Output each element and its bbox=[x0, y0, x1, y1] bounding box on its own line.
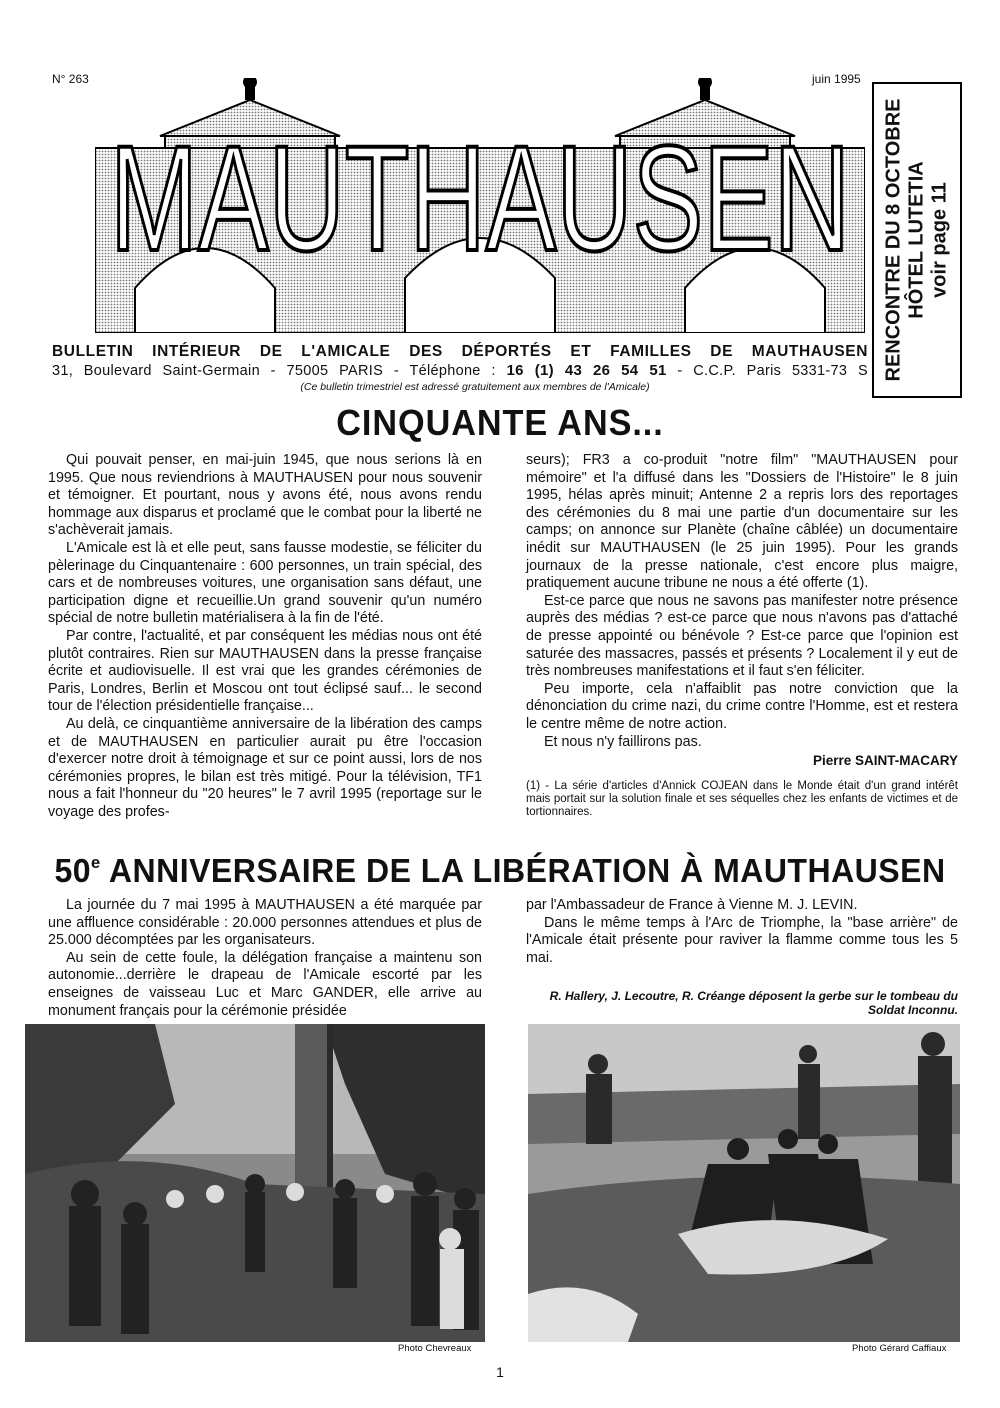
paragraph: Qui pouvait penser, en mai-juin 1945, que nous serions là en 1995. Que nous reviendrions à MAUTHAUSEN pour nous souvenir et témoigner. Et pourtant, nous y avons été, nous avons rendu hommage aux disparus et proclamé que le combat pour la liberté ne s'achèverait jamais. bbox=[48, 452, 482, 539]
masthead-title: MAUTHAUSEN bbox=[110, 114, 850, 282]
paragraph: par l'Ambassadeur de France à Vienne M. J. LEVIN. bbox=[526, 897, 858, 913]
paragraph: seurs); FR3 a co-produit "notre film" "MAUTHAUSEN pour mémoire" et l'a diffusé dans les "Dossiers de l'Histoire" le 8 juin 1995, hélas après minuit; Antenne 2 a repris lors des reportages des cérémonies du 8 mai une partie d'un documentaire sur les camps; on annonce sur Planète (chaîne câblée) un documentaire inédit sur MAUTHAUSEN (le 25 juin 1995). Pour les grands journaux de la presse nationale, c'est encore plus maigre, pratiquement aucune tribune ne nous a été offerte (1). bbox=[526, 452, 958, 592]
address: 31, Boulevard Saint-Germain - 75005 PARIS - Téléphone : bbox=[52, 363, 496, 379]
article1-column-left bbox=[48, 452, 482, 821]
headline-text: ANNIVERSAIRE DE LA LIBÉRATION À MAUTHAUSEN bbox=[100, 852, 946, 889]
masthead-logo bbox=[95, 78, 865, 333]
bulletin-subtitle: BULLETIN INTÉRIEUR DE L'AMICALE DES DÉPORTÉS ET FAMILLES DE MAUTHAUSEN bbox=[52, 343, 868, 360]
photo-credit: Photo Gérard Caffiaux bbox=[852, 1343, 947, 1354]
issue-date: juin 1995 bbox=[812, 72, 861, 86]
paragraph: Par contre, l'actualité, et par conséquent les médias nous ont été plutôt contraires. Rien sur MAUTHAUSEN dans la presse française écrite et audiovisuelle. Il est vrai que les grandes cérémonies de Paris, Londres, Berlin et Moscou ont tout éclipsé sauf... le second tour de l'élection présidentielle française... bbox=[48, 627, 482, 715]
article2-column-left bbox=[48, 897, 482, 1020]
paragraph: L'Amicale est là et elle peut, sans fausse modestie, se féliciter du pèlerinage du Cinquantenaire : 600 personnes, un train spécial, des cars et de nombreuses voitures, une organisation sans défaut, une participation digne et recueillie.Un grand souvenir qu'un numéro spécial de notre bulletin matérialisera à la fin de l'été. bbox=[48, 539, 482, 627]
photo-credit: Photo Chevreaux bbox=[398, 1343, 472, 1354]
photo-mauthausen-procession bbox=[25, 1024, 485, 1342]
headline-number: 50 bbox=[54, 852, 92, 889]
paragraph: La journée du 7 mai 1995 à MAUTHAUSEN a été marquée par une affluence considérable : 20.000 personnes attendues et plus de 25.000 décomptées par les organisateurs. bbox=[48, 897, 482, 949]
article2-column-right bbox=[526, 897, 958, 967]
phone-number: 16 (1) 43 26 54 51 bbox=[506, 362, 667, 379]
paragraph: Dans le même temps à l'Arc de Triomphe, la "base arrière" de l'Amicale était présente pour raviver la flamme comme tous les 5 mai. bbox=[526, 914, 958, 966]
paragraph: Et nous n'y faillirons pas. bbox=[544, 733, 702, 750]
article2-headline bbox=[15, 852, 985, 890]
paragraph: Est-ce parce que nous ne savons pas manifester notre présence auprès des médias ? est-ce parce que nous n'avons pas d'attaché de presse appointé ou bénévole ? Est-ce parce que l'opinion est saturée des massacres, passés et présents ? Localement il y eut de très nombreuses manifestations et il faut s'en féliciter. bbox=[526, 592, 958, 680]
headline-superscript: e bbox=[91, 853, 101, 872]
paragraph: Au delà, ce cinquantième anniversaire de la libération des camps et de MAUTHAUSEN en particulier aurait pu être l'occasion d'exercer notre droit à témoignage et sur ce point aussi, lors de nos cérémonies propres, le bilan est très mitigé. Pour la télévision, TF1 nous a fait l'honneur du "20 heures" le 7 avril 1995 (reportage sur le voyage des profes- bbox=[48, 715, 482, 820]
photo-arc-de-triomphe-ceremony bbox=[528, 1024, 960, 1342]
bulletin-note: (Ce bulletin trimestriel est adressé gratuitement aux membres de l'Amicale) bbox=[300, 381, 650, 393]
author-signature: Pierre SAINT-MACARY bbox=[812, 753, 958, 769]
event-notice-line2: HÔTEL LUTETIA bbox=[905, 161, 928, 319]
event-notice-box bbox=[872, 82, 962, 398]
issue-number: N° 263 bbox=[52, 72, 89, 86]
event-notice-line1: RENCONTRE DU 8 OCTOBRE bbox=[882, 98, 905, 382]
paragraph: Peu importe, cela n'affaiblit pas notre conviction que la dénonciation du crime nazi, du crime contre l'Homme, est et restera le centre même de notre action. bbox=[526, 680, 958, 732]
event-notice-line3: voir page 11 bbox=[928, 182, 951, 298]
footnote: (1) - La série d'articles d'Annick COJEAN dans le Monde était d'un grand intérêt mais portait sur la solution finale et ses séquelles chez les enfants de victimes et de tortionnaires. bbox=[526, 779, 958, 818]
page-number: 1 bbox=[496, 1364, 504, 1380]
photo-caption: R. Hallery, J. Lecoutre, R. Créange déposent la gerbe sur le tombeau du Soldat Inconnu. bbox=[549, 989, 958, 1017]
bulletin-address-line bbox=[52, 362, 868, 379]
article1-headline: CINQUANTE ANS... bbox=[336, 402, 664, 443]
ccp-number: - C.C.P. Paris 5331-73 S bbox=[677, 363, 868, 379]
paragraph: Au sein de cette foule, la délégation française a maintenu son autonomie...derrière le drapeau de l'Amicale escorté par les enseignes de vaisseau Luc et Marc GANDER, elle arrive au monument français pour la cérémonie présidée bbox=[48, 949, 482, 1019]
article1-column-right bbox=[526, 452, 958, 819]
